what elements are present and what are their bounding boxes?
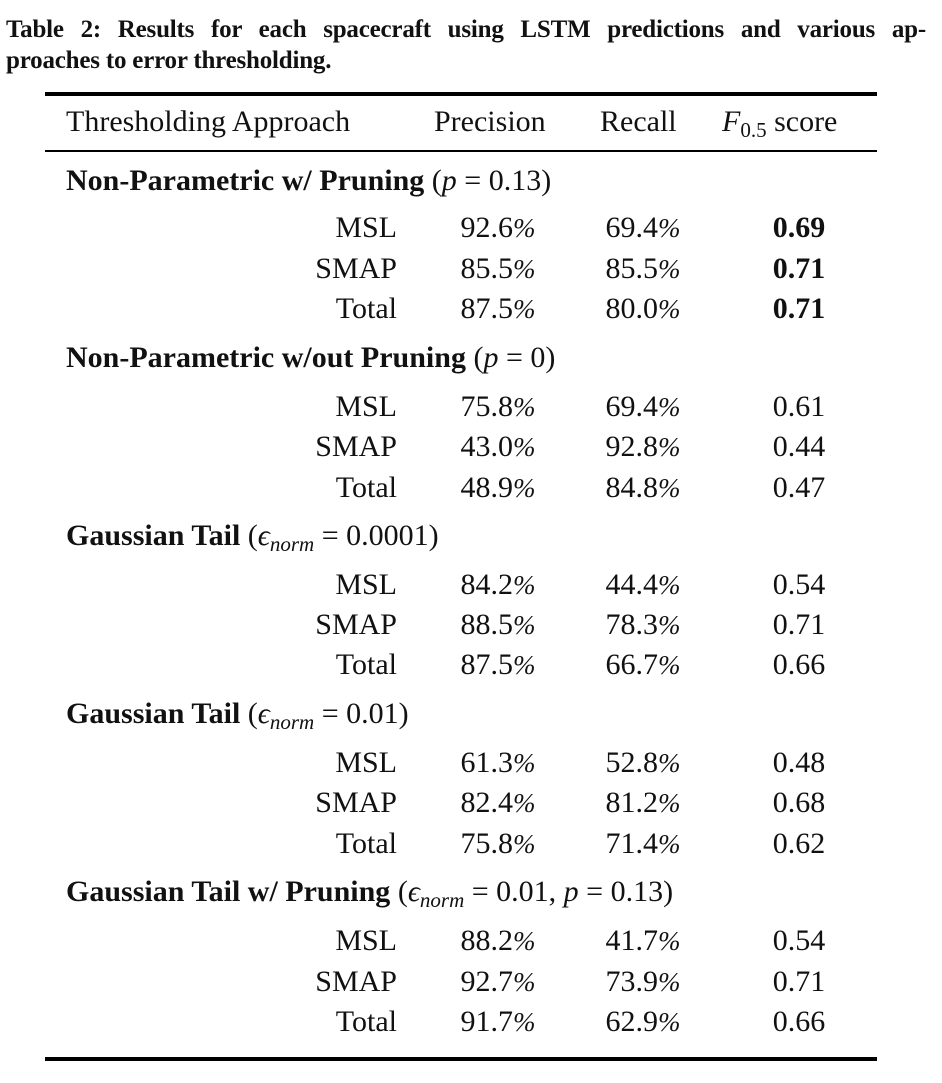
recall-value: 78.3% (605, 608, 681, 641)
math-norm-subscript: norm (269, 710, 315, 734)
precision-value: 61.3% (460, 746, 536, 779)
paren-open: ( (240, 519, 258, 552)
param-value: 0.01 (346, 697, 399, 730)
math-eq: = (578, 875, 611, 908)
math-p: p (483, 341, 499, 374)
header-f-symbol: F (722, 105, 741, 138)
f05-value: 0.66 (772, 1005, 826, 1038)
recall-value: 85.5% (605, 252, 681, 285)
precision-value: 87.5% (460, 648, 536, 681)
math-p: p (563, 875, 579, 908)
recall-value: 80.0% (605, 292, 681, 325)
row-label: MSL (335, 568, 397, 601)
math-p: p (441, 164, 457, 197)
row-label: Total (335, 471, 397, 504)
f05-value: 0.47 (772, 471, 826, 504)
header-f-suffix: score (766, 105, 838, 138)
recall-value: 71.4% (605, 827, 681, 860)
header-rule (45, 150, 877, 152)
math-norm-subscript: norm (419, 888, 465, 912)
paren-open: ( (465, 341, 484, 374)
group-title (66, 163, 551, 199)
f05-value: 0.71 (772, 292, 826, 325)
f05-value: 0.66 (772, 648, 826, 681)
precision-value: 82.4% (460, 786, 536, 819)
precision-value: 43.0% (460, 430, 536, 463)
top-rule (45, 92, 877, 96)
math-epsilon: ϵ (257, 697, 270, 730)
group-title (66, 696, 409, 732)
row-label: MSL (335, 746, 397, 779)
param-value: 0.13 (610, 875, 664, 908)
recall-value: 52.8% (605, 746, 681, 779)
header-recall: Recall (600, 105, 677, 138)
group-title (66, 518, 439, 554)
f05-value: 0.54 (772, 568, 826, 601)
f05-value: 0.61 (772, 390, 826, 423)
math-eq: = (464, 875, 497, 908)
row-label: MSL (335, 924, 397, 957)
paren-close: ) (663, 875, 674, 908)
precision-value: 48.9% (460, 471, 536, 504)
bottom-rule (45, 1057, 877, 1061)
recall-value: 92.8% (605, 430, 681, 463)
group-name: Gaussian Tail (66, 519, 241, 552)
f05-value: 0.71 (772, 608, 826, 641)
row-label: SMAP (315, 786, 397, 819)
paren-close: ) (541, 164, 552, 197)
group-name: Non-Parametric w/out Pruning (66, 341, 466, 374)
math-norm-subscript: norm (269, 532, 315, 556)
f05-value: 0.62 (772, 827, 826, 860)
recall-value: 41.7% (605, 924, 681, 957)
header-approach: Thresholding Approach (66, 105, 351, 138)
row-label: MSL (335, 390, 397, 423)
math-epsilon: ϵ (257, 519, 270, 552)
math-eq: = (314, 697, 347, 730)
precision-value: 88.2% (460, 924, 536, 957)
group-name: Gaussian Tail w/ Pruning (66, 875, 391, 908)
precision-value: 85.5% (460, 252, 536, 285)
group-title (66, 340, 555, 376)
param-value: 0.0001 (346, 519, 429, 552)
row-label: SMAP (315, 430, 397, 463)
f05-value: 0.54 (772, 924, 826, 957)
row-label: Total (335, 1005, 397, 1038)
precision-value: 87.5% (460, 292, 536, 325)
math-eq: = (498, 341, 531, 374)
f05-value: 0.48 (772, 746, 826, 779)
row-label: SMAP (315, 608, 397, 641)
row-label: MSL (335, 211, 397, 244)
group-name: Non-Parametric w/ Pruning (66, 164, 425, 197)
header-f05 (722, 104, 837, 140)
row-label: Total (335, 292, 397, 325)
precision-value: 92.7% (460, 965, 536, 998)
recall-value: 66.7% (605, 648, 681, 681)
row-label: Total (335, 827, 397, 860)
table-caption (6, 14, 926, 76)
math-epsilon: ϵ (407, 875, 420, 908)
row-label: SMAP (315, 965, 397, 998)
row-label: Total (335, 648, 397, 681)
group-name: Gaussian Tail (66, 697, 241, 730)
precision-value: 91.7% (460, 1005, 536, 1038)
f05-value: 0.71 (772, 965, 826, 998)
recall-value: 73.9% (605, 965, 681, 998)
recall-value: 62.9% (605, 1005, 681, 1038)
paren-open: ( (240, 697, 258, 730)
f05-value: 0.44 (772, 430, 826, 463)
f05-value: 0.68 (772, 786, 826, 819)
recall-value: 81.2% (605, 786, 681, 819)
precision-value: 84.2% (460, 568, 536, 601)
row-label: SMAP (315, 252, 397, 285)
precision-value: 75.8% (460, 827, 536, 860)
caption-line-1: Table 2: Results for each spacecraft using LSTM predictions and various ap- (6, 16, 926, 43)
f05-value: 0.69 (772, 211, 826, 244)
paren-close: ) (545, 341, 556, 374)
param-value: 0.01, (496, 875, 564, 908)
precision-value: 88.5% (460, 608, 536, 641)
group-title (66, 874, 673, 910)
paren-close: ) (398, 697, 409, 730)
header-f-subscript: 0.5 (740, 118, 767, 142)
paren-close: ) (428, 519, 439, 552)
recall-value: 69.4% (605, 211, 681, 244)
f05-value: 0.71 (772, 252, 826, 285)
paren-open: ( (390, 875, 408, 908)
precision-value: 92.6% (460, 211, 536, 244)
recall-value: 84.8% (605, 471, 681, 504)
param-value: 0 (530, 341, 546, 374)
header-precision: Precision (434, 105, 546, 138)
recall-value: 69.4% (605, 390, 681, 423)
math-eq: = (456, 164, 489, 197)
math-eq: = (314, 519, 347, 552)
precision-value: 75.8% (460, 390, 536, 423)
recall-value: 44.4% (605, 568, 681, 601)
caption-line-2: proaches to error thresholding. (6, 47, 332, 74)
param-value: 0.13 (488, 164, 542, 197)
paren-open: ( (424, 164, 442, 197)
